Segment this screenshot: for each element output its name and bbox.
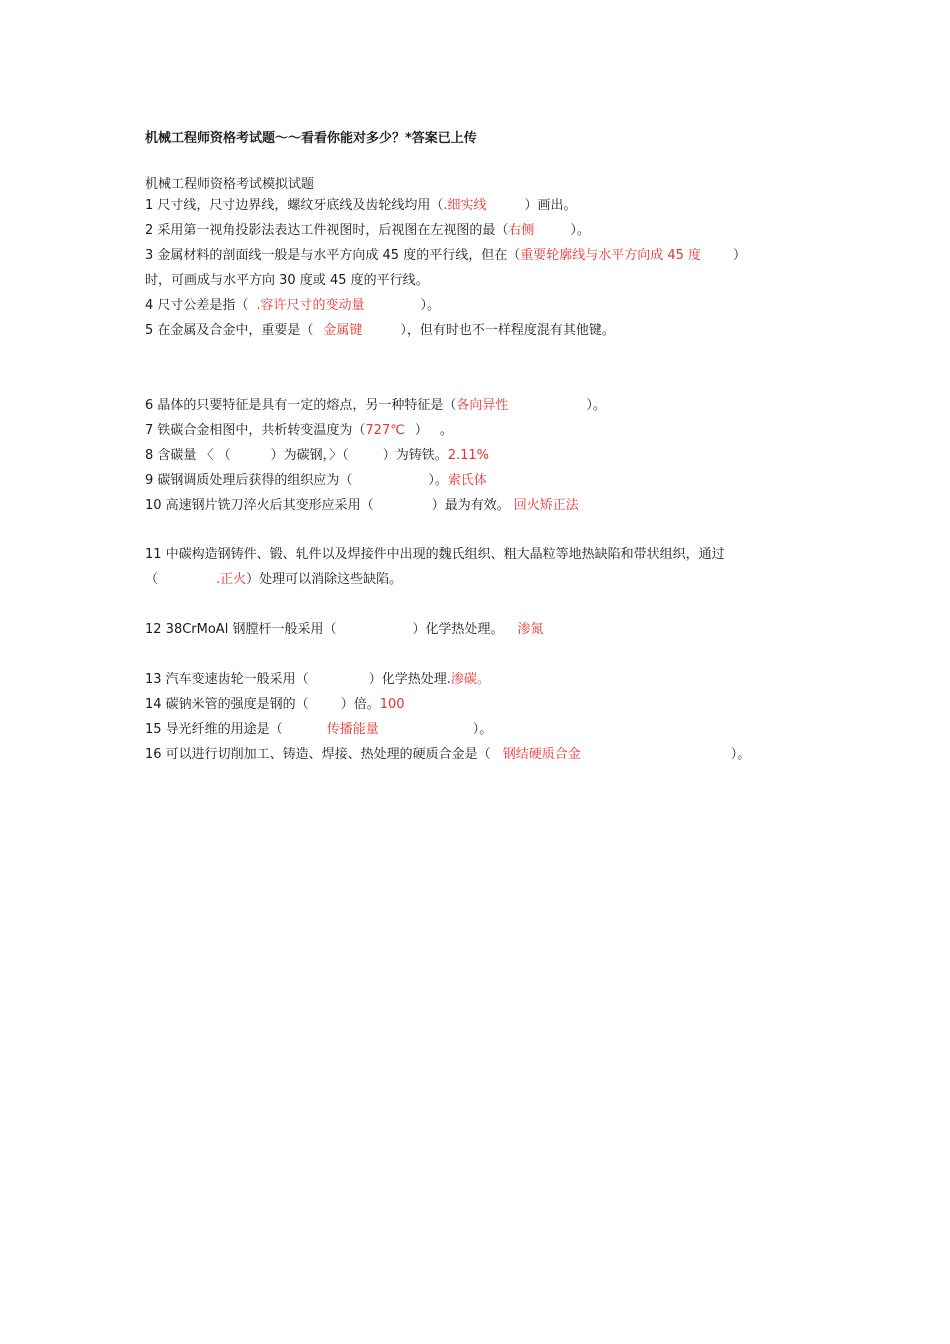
question-text: 2 采用第一视角投影法表达工件视图时，后视图在左视图的最（ (145, 223, 509, 238)
question-text: 9 碳钢调质处理后获得的组织应为（ (145, 473, 353, 488)
question-text: ）为铸铁。 (382, 448, 448, 463)
question-7 (145, 422, 453, 440)
answer-text: 渗氮 (517, 622, 544, 637)
answer-text: 回火矫正法 (513, 498, 579, 513)
question-text: ）化学热处理. (368, 672, 451, 687)
question-8 (145, 447, 489, 465)
question-12 (145, 621, 543, 639)
document-subtitle: 机械工程师资格考试模拟试题 (145, 177, 315, 192)
question-text: 3 金属材料的剖面线一般是与水平方向成 45 度的平行线，但在（ (145, 248, 521, 263)
answer-text: 金属键 (323, 323, 363, 338)
question-1 (145, 197, 577, 215)
question-text: 16 可以进行切削加工、铸造、焊接、热处理的硬质合金是（ (145, 747, 491, 762)
question-text: 7 铁碳合金相图中，共析转变温度为（ (145, 423, 366, 438)
question-text: ），但有时也不一样程度混有其他键。 (400, 323, 615, 338)
question-text: ）化学热处理。 (412, 622, 504, 637)
question-5 (145, 322, 615, 340)
question-11 (145, 546, 725, 564)
question-2 (145, 222, 590, 240)
question-text: ）最为有效。 (431, 498, 510, 513)
question-text: ）。 (730, 747, 751, 762)
question-4 (145, 297, 440, 315)
question-text: ） (733, 248, 747, 263)
question-text: 时，可画成与水平方向 30 度或 45 度的平行线。 (145, 273, 429, 288)
answer-text: 100 (379, 697, 405, 712)
question-text: 13 汽车变速齿轮一般采用（ (145, 672, 309, 687)
answer-text: .细实线 (443, 198, 487, 213)
answer-text: .正火 (216, 572, 247, 587)
question-15 (145, 721, 492, 739)
question-text: 。 (439, 423, 453, 438)
question-3 (145, 247, 746, 265)
question-text: ）。 (420, 298, 441, 313)
question-9 (145, 472, 487, 490)
question-text: 1 尺寸线，尺寸边界线，螺纹牙底线及齿轮线均用（ (145, 198, 444, 213)
question-text: ）画出。 (524, 198, 577, 213)
question-11-continued (145, 571, 402, 589)
question-text: ） (414, 423, 428, 438)
question-text: 14 碳钠米管的强度是钢的（ (145, 697, 309, 712)
question-text: ）。 (428, 473, 448, 488)
question-text: ）处理可以消除这些缺陷。 (246, 572, 403, 587)
question-text: ）。 (570, 223, 590, 238)
answer-text: 重要轮廓线与水平方向成 45 度 (520, 248, 702, 263)
question-text: ）。 (472, 722, 493, 737)
question-text: 8 含碳量 〈 （ (145, 448, 231, 463)
answer-text: 索氏体 (447, 473, 487, 488)
question-6 (145, 397, 606, 415)
question-text: 4 尺寸公差是指（ (145, 298, 249, 313)
question-16 (145, 746, 750, 764)
question-13 (145, 671, 490, 689)
question-text: （ (145, 572, 159, 587)
answer-text: 传播能量 (326, 722, 379, 737)
document-title: 机械工程师资格考试题～～看看你能对多少？*答案已上传 (145, 131, 477, 146)
answer-text: 渗碳。 (450, 672, 490, 687)
question-text: ）倍。 (340, 697, 380, 712)
question-10 (145, 497, 579, 515)
question-text: 15 导光纤维的用途是（ (145, 722, 283, 737)
question-text: 6 晶体的只要特征是具有一定的熔点，另一种特征是（ (145, 398, 457, 413)
question-3-continued (145, 272, 429, 290)
question-14 (145, 696, 405, 714)
question-text: 10 高速钢片铣刀淬火后其变形应采用（ (145, 498, 374, 513)
question-text: 11 中碳构造钢铸件、锻、轧件以及焊接件中出现的魏氏组织、粗大晶粒等地热缺陷和带状组织，通过 (145, 547, 725, 562)
question-text: 5 在金属及合金中，重要是（ (145, 323, 314, 338)
answer-text: 各向异性 (456, 398, 509, 413)
question-text: 12 38CrMoAl 钢膛杆一般采用（ (145, 622, 337, 637)
answer-text: 钢结硬质合金 (502, 747, 581, 762)
answer-text: .容许尺寸的变动量 (256, 298, 365, 313)
question-text: ）。 (586, 398, 606, 413)
answer-text: 2.11% (447, 448, 490, 463)
question-text: ）为碳钢，〉（ (270, 448, 349, 463)
answer-text: 右侧 (508, 223, 535, 238)
answer-text: 727℃ (365, 423, 405, 438)
